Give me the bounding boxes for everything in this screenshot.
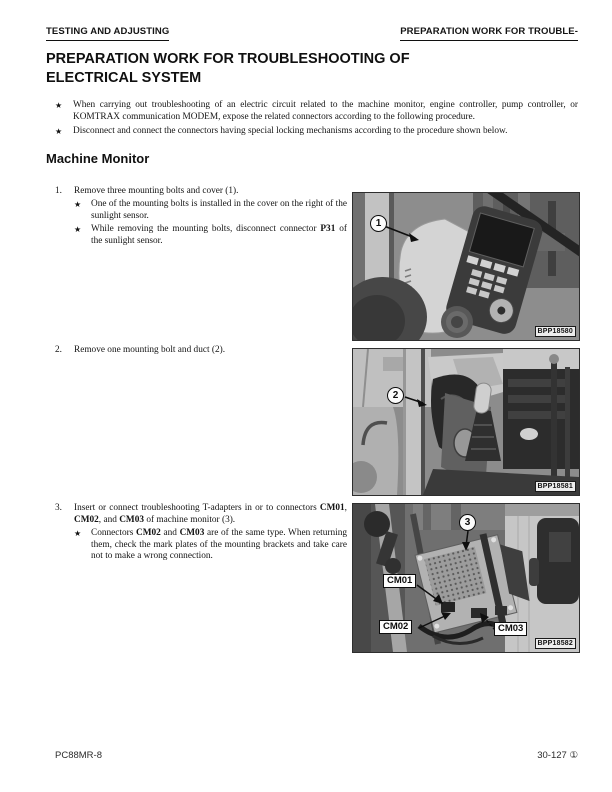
star-bullet-icon: ★ bbox=[55, 126, 63, 136]
photo-monitor-cover bbox=[352, 192, 580, 341]
star-bullet-icon: ★ bbox=[74, 225, 82, 235]
step-text: Insert or connect troubleshooting T-adapters in or to connectors CM01, CM02, and CM03 of machine monitor (3). bbox=[74, 503, 347, 525]
header-section-title: TESTING AND ADJUSTING bbox=[46, 26, 169, 41]
callout-1-badge: 1 bbox=[370, 215, 387, 232]
star-bullet-icon: ★ bbox=[55, 101, 63, 110]
header-chapter-title: PREPARATION WORK FOR TROUBLE- bbox=[400, 26, 578, 41]
monitor-cover-photo-illustration bbox=[353, 193, 579, 340]
connector-label-cm03: CM03 bbox=[494, 622, 527, 636]
photo-id-badge: BPP18580 bbox=[535, 326, 576, 337]
page-footer bbox=[55, 750, 578, 761]
connector-label-cm02: CM02 bbox=[379, 620, 412, 634]
callout-3-badge: 3 bbox=[459, 514, 476, 531]
step-text: Remove three mounting bolts and cover (1). bbox=[74, 186, 239, 196]
photo-id-badge: BPP18582 bbox=[535, 638, 576, 649]
intro-note-text: Disconnect and connect the connectors having special locking mechanisms according to the procedure shown below. bbox=[73, 125, 508, 136]
intro-note bbox=[55, 100, 578, 123]
section-heading: Machine Monitor bbox=[46, 151, 150, 166]
connector-label-cm01: CM01 bbox=[383, 574, 416, 588]
step-number: 2. bbox=[55, 345, 62, 355]
step-note bbox=[74, 224, 347, 247]
page-header bbox=[46, 26, 578, 41]
duct-photo-illustration bbox=[353, 349, 579, 495]
step-number: 1. bbox=[55, 186, 62, 196]
step-note bbox=[74, 528, 347, 563]
step-1 bbox=[55, 186, 347, 248]
star-bullet-icon: ★ bbox=[74, 200, 82, 210]
footer-page-number: 30-127 ① bbox=[537, 750, 578, 761]
revision-mark-icon: ① bbox=[569, 750, 578, 761]
step-2 bbox=[55, 345, 347, 357]
step-number: 3. bbox=[55, 503, 62, 513]
step-3 bbox=[55, 503, 347, 563]
intro-note-text: When carrying out troubleshooting of an electric circuit related to the machine monitor, engine controller, pump controller, or KOMTRAX communication MODEM, expose the related connectors according to the following procedure. bbox=[73, 100, 578, 122]
step-note-text: Connectors CM02 and CM03 are of the same type. When returning them, check the mark plates of the mounting brackets and take care not to make a wrong connection. bbox=[91, 527, 347, 562]
intro-note bbox=[55, 126, 578, 138]
footer-model-code: PC88MR-8 bbox=[55, 750, 102, 761]
step-text: Remove one mounting bolt and duct (2). bbox=[74, 345, 226, 355]
photo-duct bbox=[352, 348, 580, 496]
step-note bbox=[74, 199, 347, 222]
step-note-text: While removing the mounting bolts, disconnect connector P31 of the sunlight sensor. bbox=[91, 224, 347, 246]
page-title: PREPARATION WORK FOR TROUBLESHOOTING OF ELECTRICAL SYSTEM bbox=[46, 51, 410, 86]
intro-notes bbox=[55, 100, 578, 140]
callout-2-badge: 2 bbox=[387, 387, 404, 404]
photo-id-badge: BPP18581 bbox=[535, 481, 576, 492]
star-bullet-icon: ★ bbox=[74, 528, 82, 538]
photo-monitor-connectors bbox=[352, 503, 580, 653]
step-note-text: One of the mounting bolts is installed in the cover on the right of the sunlight sensor. bbox=[91, 199, 347, 221]
